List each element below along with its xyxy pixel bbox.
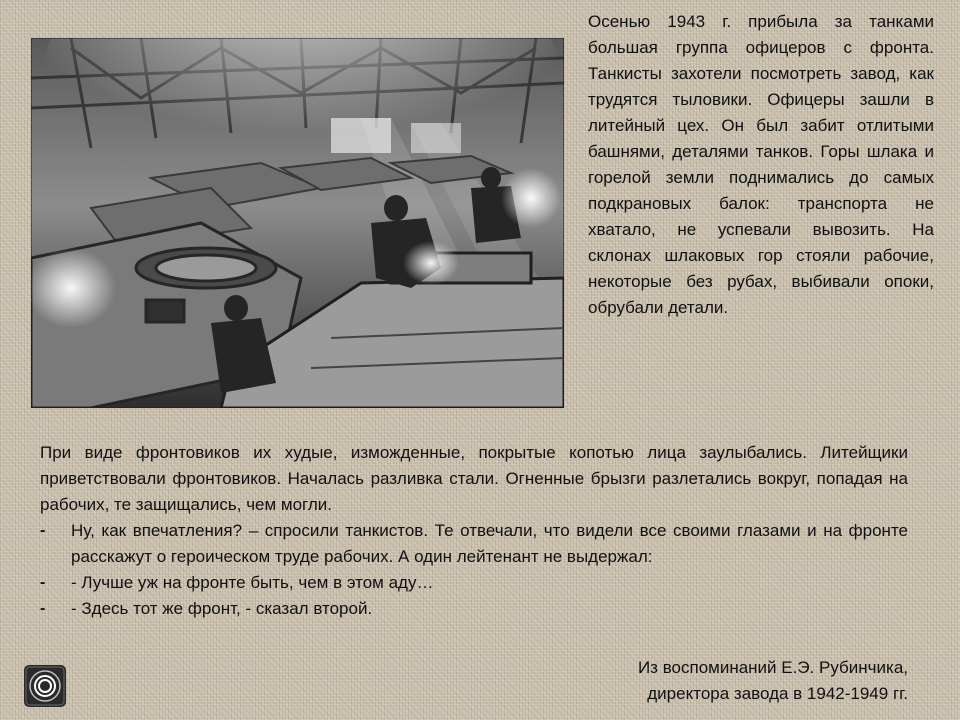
dialogue-item (40, 596, 908, 622)
top-paragraph: Осенью 1943 г. прибыла за танками большая группа офицеров с фронта. Танкисты захотели посмотреть завод, как трудятся тыловики. Офицеры зашли в литейный цех. Он был забит отлитыми башнями, деталями танков. Горы шлака и горелой земли поднимались до самых подкрановых балок: транспорта не хватало, не успевали вывозить. На склонах шлаковых гор стояли рабочие, некоторые без рубах, выбивали опоки, обрубали детали. (588, 12, 934, 317)
tank-factory-photo-icon (31, 38, 564, 408)
source-signature (508, 655, 908, 707)
intro-paragraph: При виде фронтовиков их худые, изможденные, покрытые копотью лица заулыбались. Литейщики приветствовали фронтовиков. Началась разливка стали. Огненные брызги разлетались вокруг, попадая на рабочих, те защищались, чем могли. (40, 443, 908, 514)
dialogue-text: Ну, как впечатления? – спросили танкистов. Те отвечали, что видели все своими глазами и на фронте расскажут о героическом труде рабочих. А один лейтенант не выдержал: (71, 521, 908, 566)
dialogue-text: - Здесь тот же фронт, - сказал второй. (71, 599, 373, 618)
factory-photo (31, 38, 564, 408)
sound-button[interactable] (21, 662, 69, 710)
sound-icon (21, 662, 69, 710)
dialogue-item (40, 518, 908, 570)
signature-line-2: директора завода в 1942-1949 гг. (647, 684, 908, 703)
dialogue-bullet: - (40, 600, 46, 617)
dialogue-bullet: - (40, 522, 46, 539)
dialogue-bullet: - (40, 574, 46, 591)
signature-line-1: Из воспоминаний Е.Э. Рубинчика, (637, 658, 908, 677)
dialogue-item (40, 570, 908, 596)
main-text (40, 440, 908, 622)
dialogue-text: - Лучше уж на фронте быть, чем в этом аду… (71, 573, 434, 592)
